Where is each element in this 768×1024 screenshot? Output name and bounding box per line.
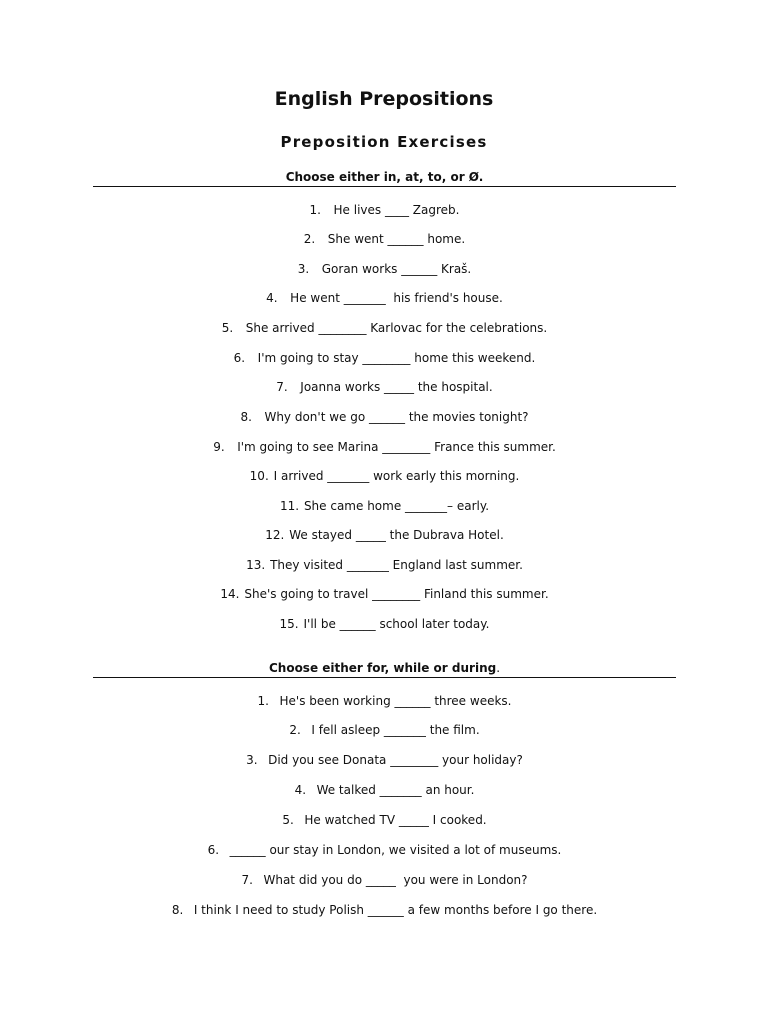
item-text: I'm going to stay ________ home this weekend. <box>257 351 536 365</box>
item-text: Why don't we go ______ the movies tonight? <box>264 410 529 424</box>
exercise-item <box>93 201 676 219</box>
item-text: Goran works ______ Kraš. <box>321 262 472 276</box>
section-heading <box>93 661 676 678</box>
item-number: 3. <box>297 262 310 276</box>
item-number: 5. <box>221 321 234 335</box>
exercise-item <box>93 319 676 337</box>
exercise-item <box>93 585 676 603</box>
exercise-item <box>93 811 676 829</box>
item-number: 10. <box>249 469 269 483</box>
exercise-section-prepositions <box>93 170 676 631</box>
item-text: I'll be ______ school later today. <box>303 617 490 631</box>
item-number: 6. <box>233 351 246 365</box>
item-text: He's been working ______ three weeks. <box>279 694 512 708</box>
item-number: 12. <box>265 528 285 542</box>
exercise-item <box>93 751 676 769</box>
exercise-item <box>93 556 676 574</box>
exercise-section-for-while-during <box>93 661 676 917</box>
item-text: I fell asleep _______ the film. <box>311 723 480 737</box>
exercise-item <box>93 230 676 248</box>
item-text: She arrived ________ Karlovac for the celebrations. <box>245 321 548 335</box>
item-text: We stayed _____ the Dubrava Hotel. <box>289 528 504 542</box>
item-number: 4. <box>266 291 278 305</box>
item-text: He watched TV _____ I cooked. <box>304 813 487 827</box>
item-number: 4. <box>294 783 307 797</box>
item-number: 1. <box>257 694 269 708</box>
page-subtitle: Preposition Exercises <box>280 133 488 151</box>
item-text: We talked _______ an hour. <box>316 783 475 797</box>
item-number: 15. <box>279 617 299 631</box>
item-number: 2. <box>303 232 316 246</box>
exercise-item <box>93 467 676 485</box>
item-number: 8. <box>171 903 184 917</box>
exercise-item <box>93 901 676 919</box>
exercise-item <box>93 408 676 426</box>
item-number: 6. <box>207 843 220 857</box>
exercise-item <box>93 615 676 633</box>
item-number: 5. <box>282 813 294 827</box>
section-heading-period: . <box>496 661 501 675</box>
exercise-item <box>93 871 676 889</box>
exercise-item <box>93 781 676 799</box>
item-text: She came home _______– early. <box>303 499 490 513</box>
exercise-item <box>93 841 676 859</box>
item-text: I'm going to see Marina ________ France this summer. <box>237 440 556 454</box>
item-text: ______ our stay in London, we visited a lot of museums. <box>229 843 562 857</box>
item-text: She went ______ home. <box>327 232 466 246</box>
item-text: He lives ____ Zagreb. <box>333 203 460 217</box>
item-text: They visited _______ England last summer. <box>270 558 523 572</box>
exercise-item <box>93 378 676 396</box>
section-heading-text: Choose either for, while or during <box>268 661 497 675</box>
exercise-item <box>93 721 676 739</box>
item-number: 8. <box>240 410 252 424</box>
item-text: What did you do _____ you were in London? <box>263 873 528 887</box>
exercise-item <box>93 692 676 710</box>
item-number: 7. <box>241 873 253 887</box>
item-number: 13. <box>246 558 266 572</box>
page-title: English Prepositions <box>274 88 494 110</box>
item-text: He went _______ his friend's house. <box>290 291 503 305</box>
item-text: Did you see Donata ________ your holiday? <box>268 753 523 767</box>
item-text: She's going to travel ________ Finland this summer. <box>244 587 549 601</box>
exercise-item <box>93 349 676 367</box>
item-text: I arrived _______ work early this morning. <box>273 469 520 483</box>
item-number: 11. <box>279 499 300 513</box>
item-text: Joanna works _____ the hospital. <box>300 380 493 394</box>
item-number: 9. <box>213 440 225 454</box>
exercise-item <box>93 260 676 278</box>
exercise-item <box>93 438 676 456</box>
item-number: 1. <box>309 203 321 217</box>
item-number: 3. <box>246 753 258 767</box>
exercise-item <box>93 497 676 515</box>
item-number: 2. <box>289 723 301 737</box>
item-number: 7. <box>276 380 288 394</box>
item-number: 14. <box>220 587 240 601</box>
item-text: I think I need to study Polish ______ a few months before I go there. <box>193 903 598 917</box>
exercise-item <box>93 289 676 307</box>
exercise-item <box>93 526 676 544</box>
section-heading: Choose either in, at, to, or Ø. <box>93 170 676 187</box>
